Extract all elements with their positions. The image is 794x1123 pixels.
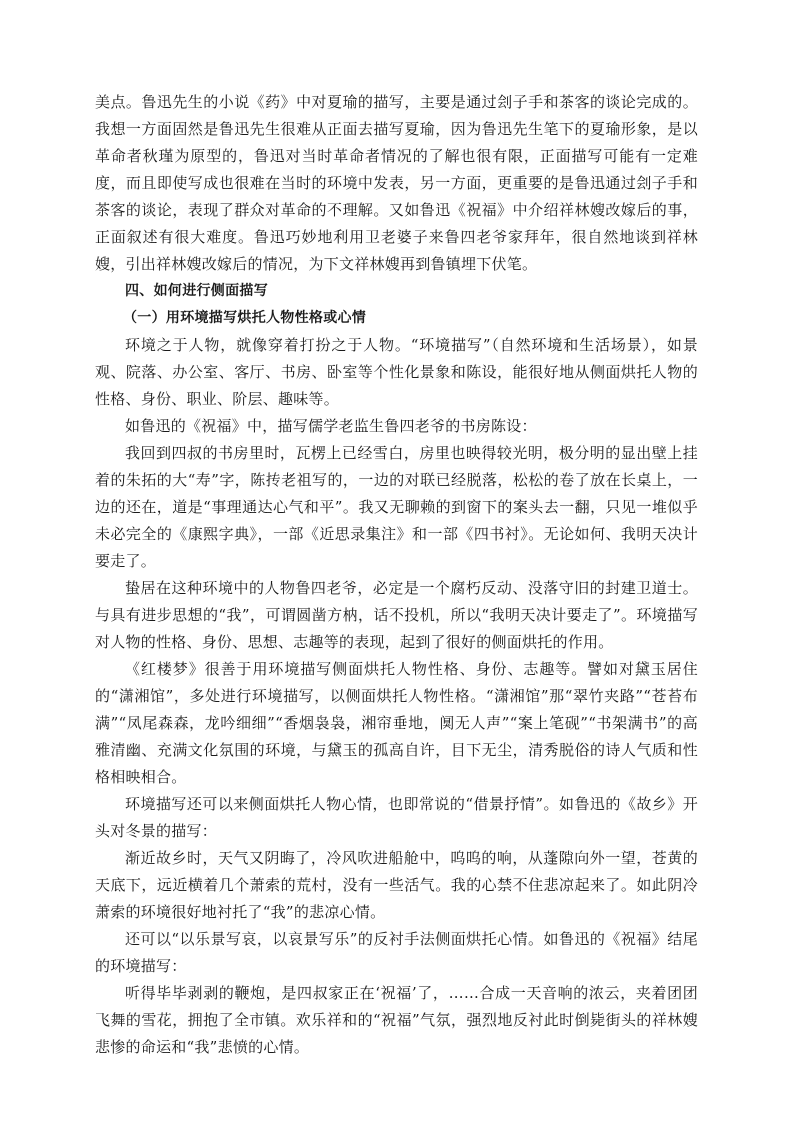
paragraph-environment-intro: 环境之于人物，就像穿着打扮之于人物。“环境描写”（自然环境和生活场景），如景观、院落、办公室、客厅、书房、卧室等个性化景象和陈设，能很好地从侧面烘托人物的性格、身份、职业、阶层、趣味等。 [95, 336, 698, 408]
section-heading-4: 四、如何进行侧面描写 [125, 283, 268, 299]
quote-zhufu-ending: 听得毕毕剥剥的鞭炮，是四叔家正在‘祝福’了，……合成一天音响的浓云，夹着团团飞舞的雪花，拥抱了全市镇。欢乐祥和的“祝福”气氛，强烈地反衬此时倒毙街头的祥林嫂悲惨的命运和“我”悲愤的心情。 [95, 984, 698, 1056]
paragraph-mood-intro: 环境描写还可以来侧面烘托人物心情，也即常说的“借景抒情”。如鲁迅的《故乡》开头对冬景的描写： [95, 795, 698, 840]
paragraph-zhufu-study-intro: 如鲁迅的《祝福》中，描写儒学老监生鲁四老爷的书房陈设： [125, 417, 537, 435]
subsection-heading-1: （一）用环境描写烘托人物性格或心情 [123, 310, 367, 326]
paragraph-contrast-intro: 还可以“以乐景写哀，以哀景写乐”的反衬手法侧面烘托心情。如鲁迅的《祝福》结尾的环境描写： [95, 930, 698, 975]
paragraph-continuation: 美点。鲁迅先生的小说《药》中对夏瑜的描写，主要是通过刽子手和茶客的谈论完成的。我想一方面固然是鲁迅先生很难从正面去描写夏瑜，因为鲁迅先生笔下的夏瑜形象，是以革命者秋瑾为原型的，鲁迅对当时革命者情况的了解也很有限，正面描写可能有一定难度，而且即使写成也很难在当时的环境中发表，另一方面，更重要的是鲁迅通过刽子手和茶客的谈论，表现了群众对革命的不理解。又如鲁迅《祝福》中介绍祥林嫂改嫁后的事，正面叙述有很大难度。鲁迅巧妙地利用卫老婆子来鲁四老爷家拜年，很自然地谈到祥林嫂，引出祥林嫂改嫁后的情况，为下文祥林嫂再到鲁镇埋下伏笔。 [95, 93, 698, 273]
paragraph-hongloumeng: 《红楼梦》很善于用环境描写侧面烘托人物性格、身份、志趣等。譬如对黛玉居住的“潇湘馆”，多处进行环境描写，以侧面烘托人物性格。“潇湘馆”那“翠竹夹路”“苍苔布满”“凤尾森森，龙吟细细”“香烟袅袅，湘帘垂地，阒无人声”“案上笔砚”“书架满书”的高雅清幽、充满文化氛围的环境，与黛玉的孤高自许，目下无尘，清秀脱俗的诗人气质和性格相映相合。 [95, 660, 698, 786]
quote-zhufu-study: 我回到四叔的书房里时，瓦楞上已经雪白，房里也映得较光明，极分明的显出壁上挂着的朱拓的大“寿”字，陈抟老祖写的，一边的对联已经脱落，松松的卷了放在长桌上，一边的还在，道是“事理通达心气和平”。我又无聊赖的到窗下的案头去一翻，只见一堆似乎未必完全的《康熙字典》，一部《近思录集注》和一部《四书衬》。无论如何、我明天决计要走了。 [95, 444, 698, 570]
paragraph-lu-analysis: 蛰居在这种环境中的人物鲁四老爷，必定是一个腐朽反动、没落守旧的封建卫道士。与具有进步思想的“我”，可谓圆凿方枘，话不投机，所以“我明天决计要走了”。环境描写对人物的性格、身份、思想、志趣等的表现，起到了很好的侧面烘托的作用。 [95, 579, 698, 651]
quote-guxiang: 渐近故乡时，天气又阴晦了，冷风吹进船舱中，呜呜的响，从蓬隙向外一望，苍黄的天底下，远近横着几个萧索的荒村，没有一些活气。我的心禁不住悲凉起来了。如此阴冷萧索的环境很好地衬托了“我”的悲凉心情。 [95, 849, 698, 921]
